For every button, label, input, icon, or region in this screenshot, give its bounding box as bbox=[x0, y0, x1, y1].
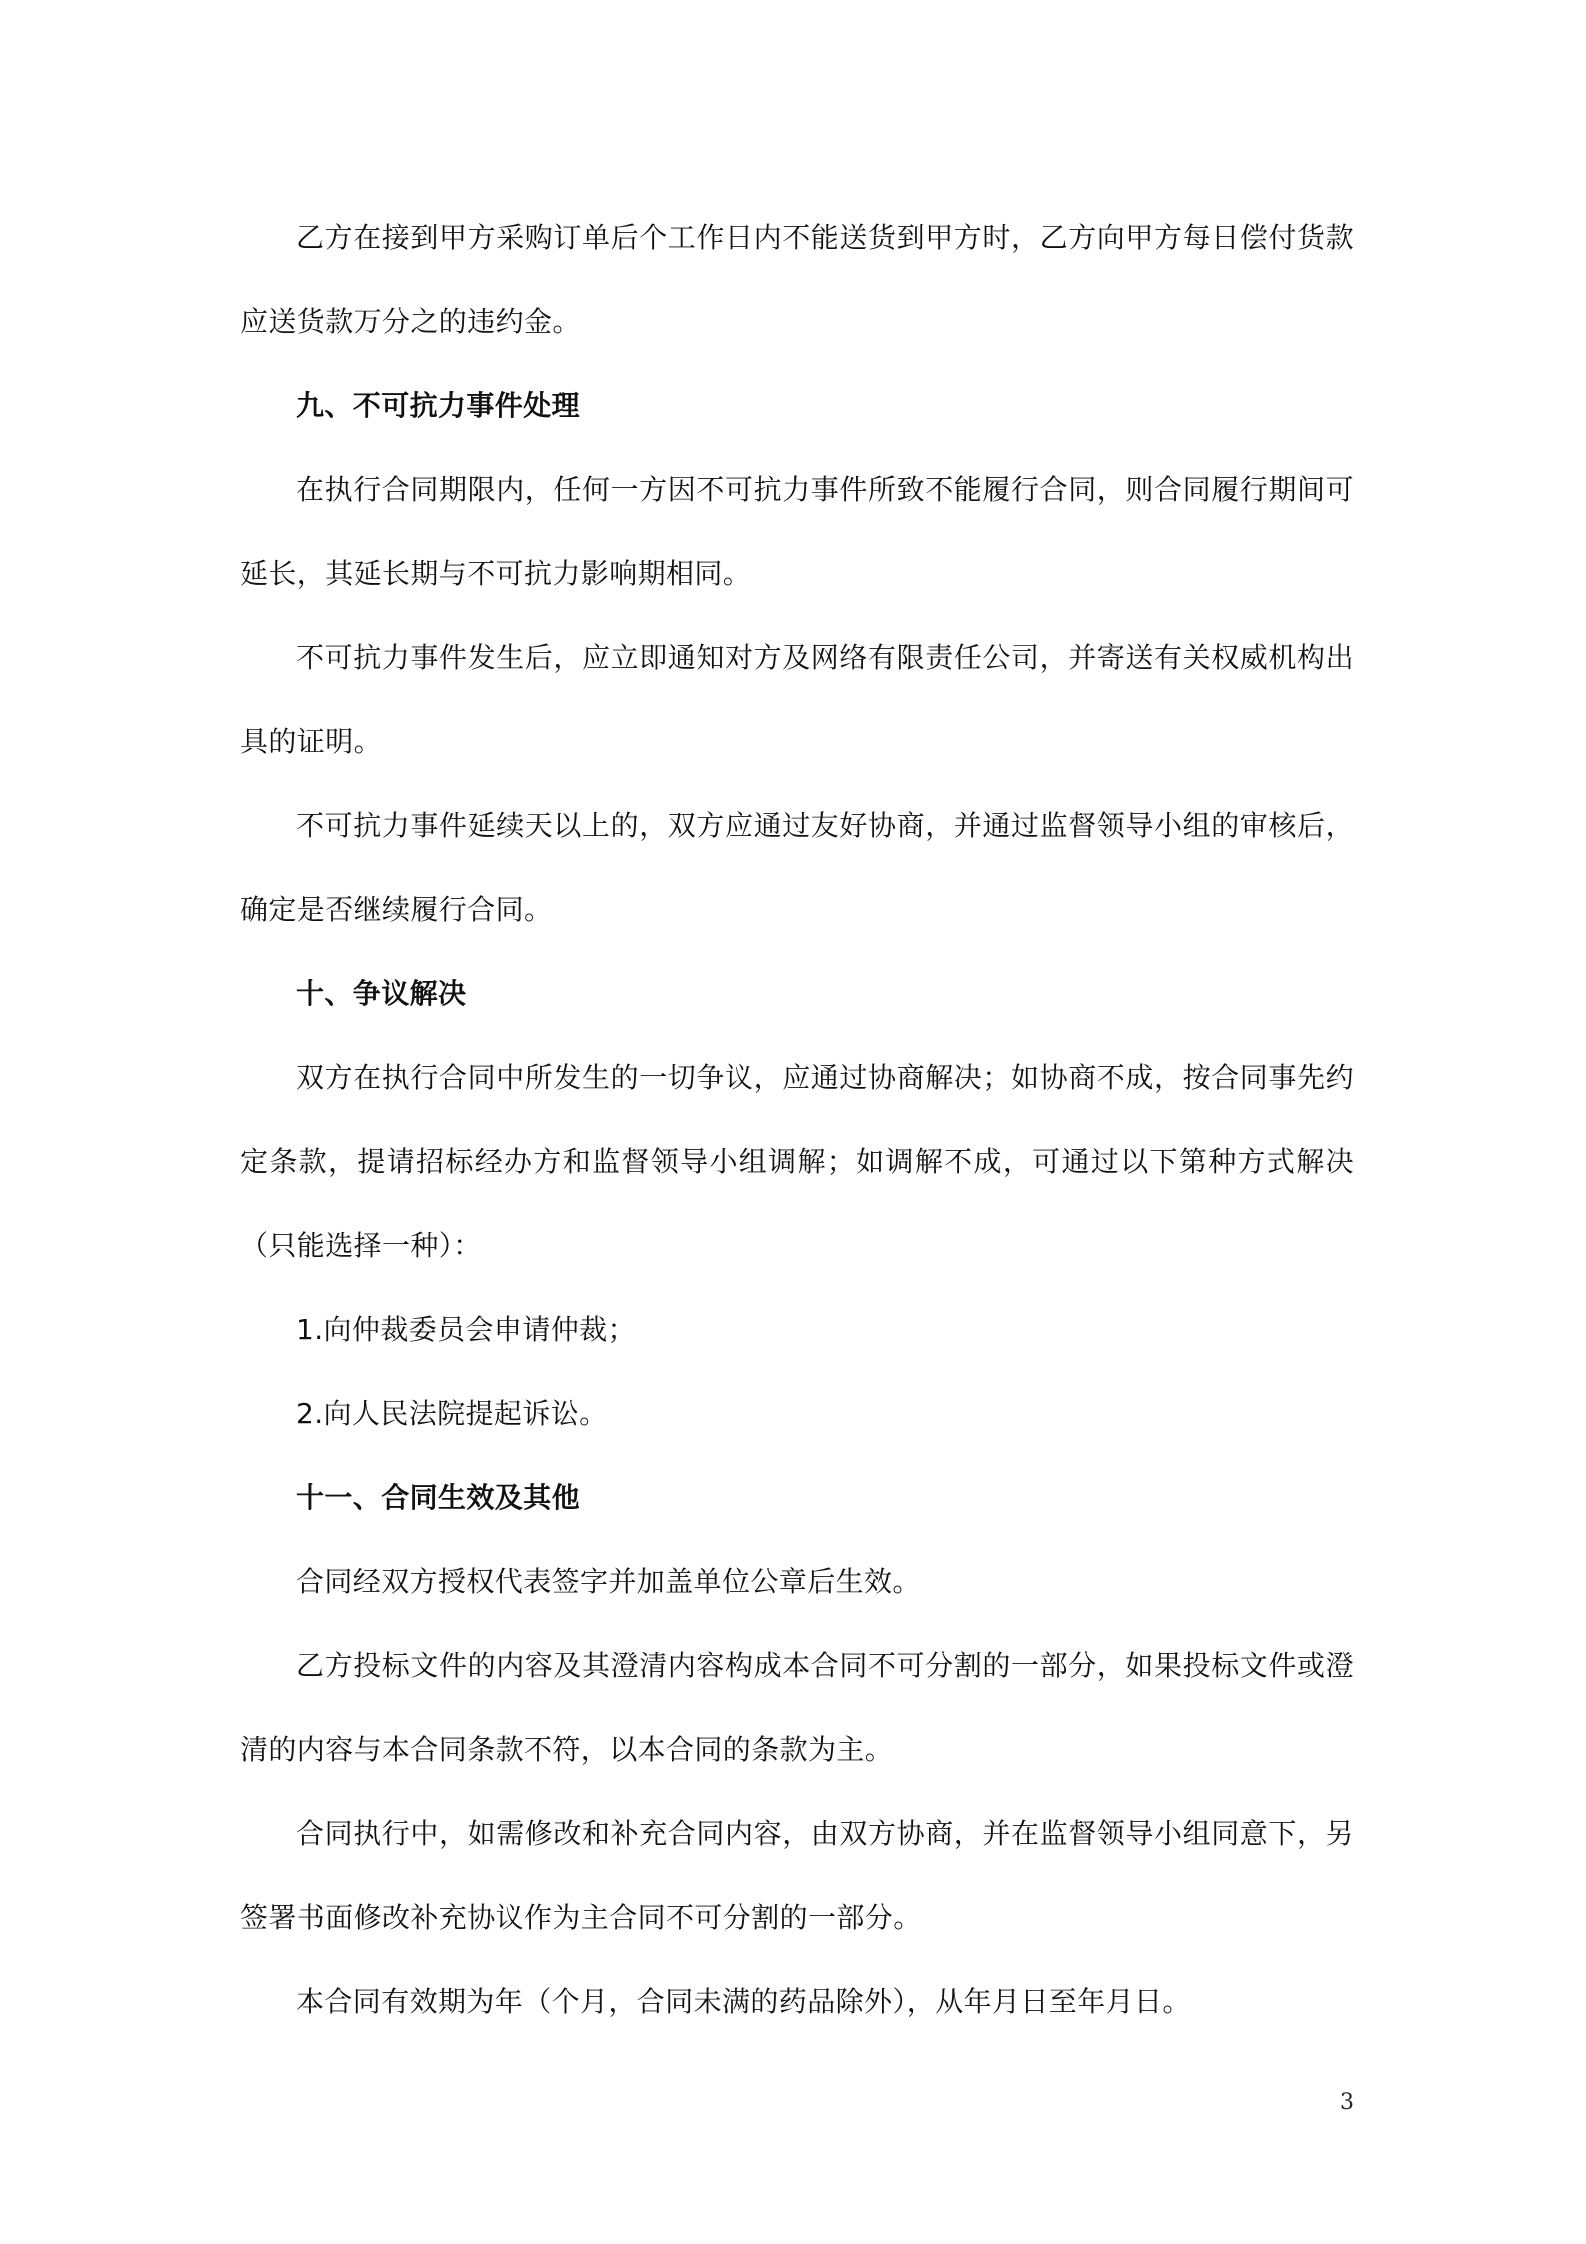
paragraph-contract-amendments: 合同执行中，如需修改和补充合同内容，由双方协商，并在监督领导小组同意下，另签署书面修改补充协议作为主合同不可分割的一部分。 bbox=[240, 1817, 1354, 1934]
list-item-litigation: 2.向人民法院提起诉讼。 bbox=[296, 1397, 608, 1430]
paragraph-force-majeure-extension: 在执行合同期限内，任何一方因不可抗力事件所致不能履行合同，则合同履行期间可延长，其延长期与不可抗力影响期相同。 bbox=[240, 473, 1354, 590]
paragraph-late-delivery-penalty: 乙方在接到甲方采购订单后个工作日内不能送货到甲方时，乙方向甲方每日偿付货款应送货款万分之的违约金。 bbox=[240, 221, 1354, 338]
paragraph-force-majeure-continuation: 不可抗力事件延续天以上的，双方应通过友好协商，并通过监督领导小组的审核后，确定是否继续履行合同。 bbox=[240, 809, 1354, 926]
section-heading-contract-effectiveness: 十一、合同生效及其他 bbox=[296, 1481, 581, 1514]
section-heading-dispute-resolution: 十、争议解决 bbox=[296, 977, 467, 1010]
paragraph-contract-effect: 合同经双方授权代表签字并加盖单位公章后生效。 bbox=[296, 1565, 921, 1598]
section-heading-force-majeure: 九、不可抗力事件处理 bbox=[296, 389, 581, 422]
paragraph-force-majeure-notice: 不可抗力事件发生后，应立即通知对方及网络有限责任公司，并寄送有关权威机构出具的证明。 bbox=[240, 641, 1354, 758]
paragraph-dispute-resolution: 双方在执行合同中所发生的一切争议，应通过协商解决；如协商不成，按合同事先约定条款，提请招标经办方和监督领导小组调解；如调解不成，可通过以下第种方式解决（只能选择一种）： bbox=[240, 1061, 1354, 1262]
list-item-arbitration: 1.向仲裁委员会申请仲裁； bbox=[296, 1313, 636, 1346]
document-body bbox=[240, 196, 1354, 2044]
page-number: 3 bbox=[1340, 2090, 1354, 2115]
paragraph-contract-term: 本合同有效期为年（个月，合同未满的药品除外），从年月日至年月日。 bbox=[296, 1985, 1191, 2018]
paragraph-bid-documents: 乙方投标文件的内容及其澄清内容构成本合同不可分割的一部分，如果投标文件或澄清的内容与本合同条款不符，以本合同的条款为主。 bbox=[240, 1649, 1354, 1766]
